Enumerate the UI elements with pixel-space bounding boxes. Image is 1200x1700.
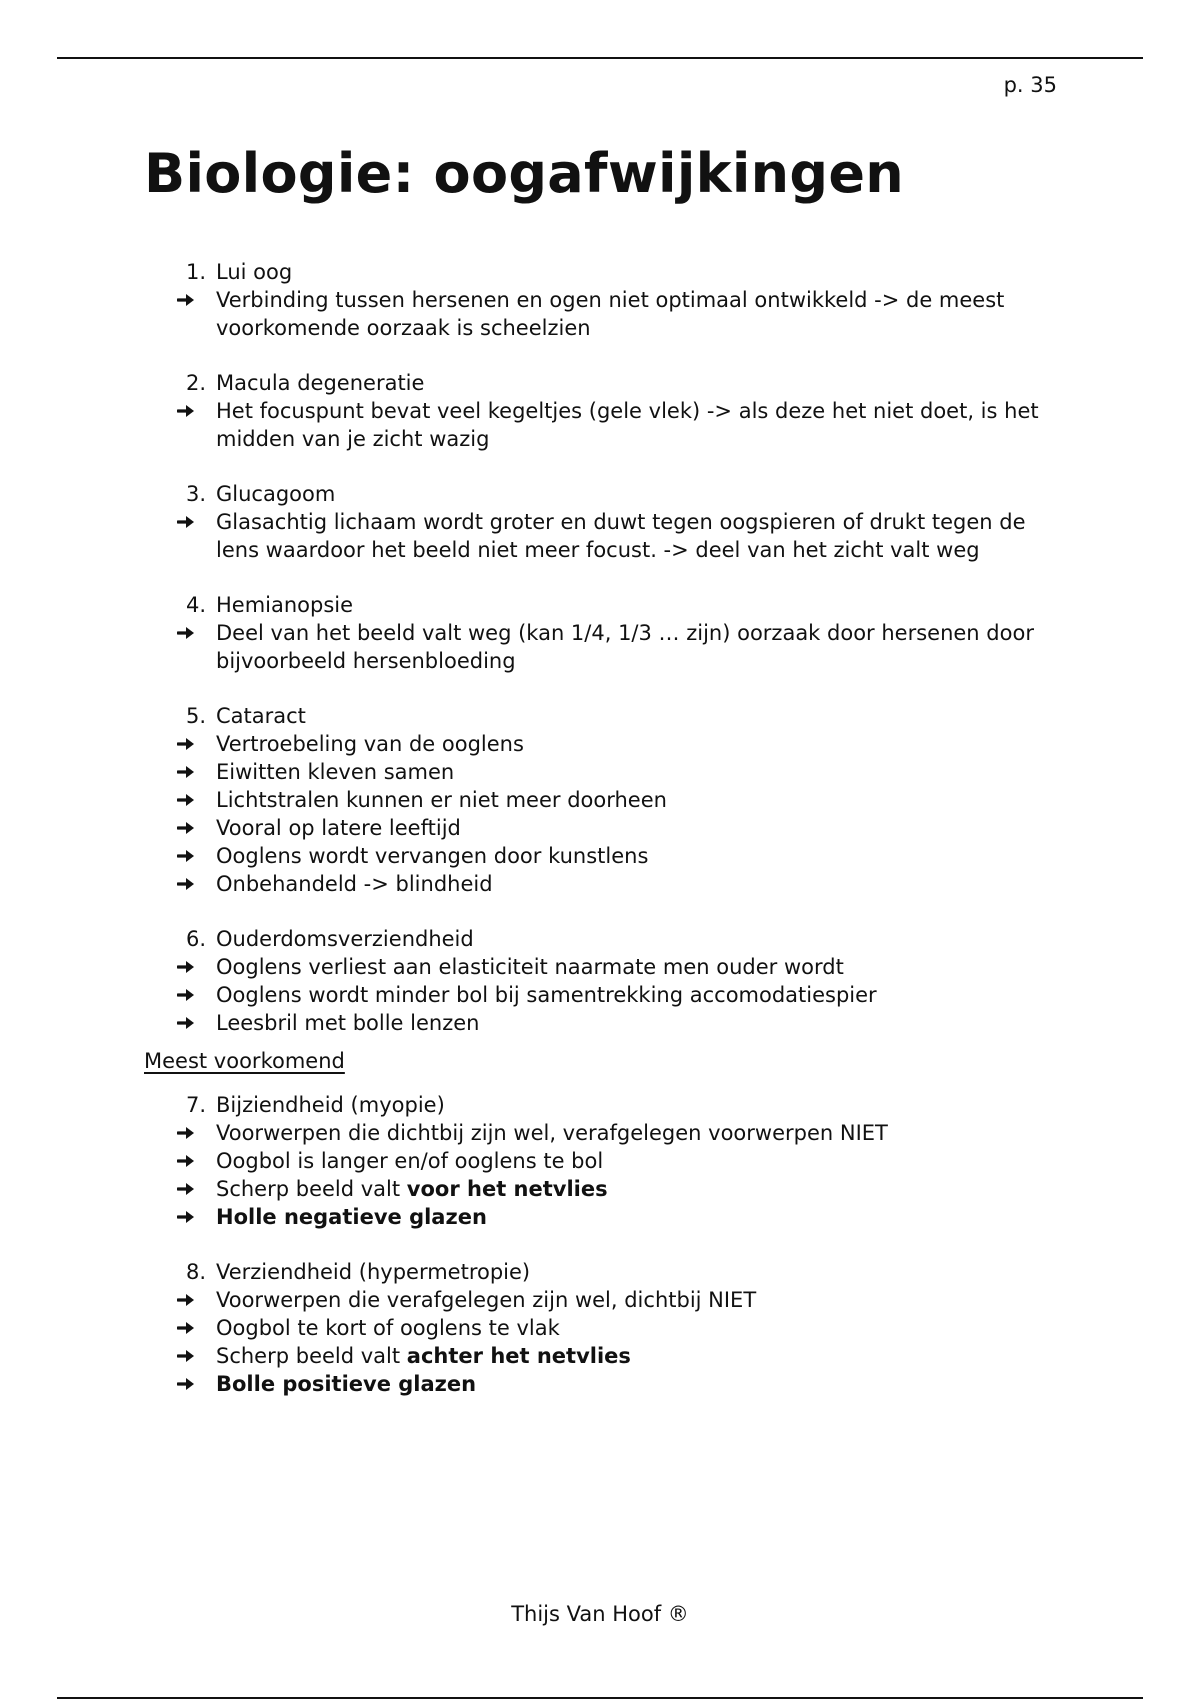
arrow-right-icon <box>144 842 216 870</box>
bullet-plain-text: Vertroebeling van de ooglens <box>216 732 524 756</box>
bullet-plain-text: Leesbril met bolle lenzen <box>216 1011 480 1035</box>
section-heading: Hemianopsie <box>216 593 354 617</box>
bullet-item <box>144 870 1064 898</box>
bullet-item <box>144 1175 1064 1203</box>
section-heading-row <box>144 591 1064 619</box>
bullet-text <box>216 1203 1064 1231</box>
bullet-plain-text: Ooglens verliest aan elasticiteit naarmate men ouder wordt <box>216 955 844 979</box>
bullet-text <box>216 870 1064 898</box>
bullet-plain-text: Voorwerpen die verafgelegen zijn wel, dichtbij NIET <box>216 1288 757 1312</box>
section-heading-row <box>144 258 1064 286</box>
bullet-item <box>144 814 1064 842</box>
arrow-right-icon <box>144 1009 216 1037</box>
bullet-plain-text: Ooglens wordt vervangen door kunstlens <box>216 844 649 868</box>
content <box>144 258 1064 1425</box>
bullet-text <box>216 508 1064 564</box>
bullet-bold-text: Bolle positieve glazen <box>216 1372 477 1396</box>
bullet-text <box>216 842 1064 870</box>
bullet-item <box>144 953 1064 981</box>
arrow-right-icon <box>144 619 216 647</box>
bullet-item <box>144 508 1064 564</box>
section-heading-row <box>144 1091 1064 1119</box>
bullet-item <box>144 758 1064 786</box>
section-heading-row <box>144 925 1064 953</box>
arrow-right-icon <box>144 1286 216 1314</box>
section-3 <box>144 480 1064 564</box>
bullet-item <box>144 1370 1064 1398</box>
subheading: Meest voorkomend <box>144 1049 345 1073</box>
page-title: Biologie: oogafwijkingen <box>144 142 905 205</box>
bullet-item <box>144 981 1064 1009</box>
section-number: 3. <box>185 482 206 506</box>
bullet-item <box>144 1342 1064 1370</box>
bullet-plain-text: Vooral op latere leeftijd <box>216 816 461 840</box>
section-heading-row <box>144 369 1064 397</box>
bullet-item <box>144 1119 1064 1147</box>
bullet-bold-text: achter het netvlies <box>406 1344 631 1368</box>
bullet-plain-text: Oogbol is langer en/of ooglens te bol <box>216 1149 604 1173</box>
section-4 <box>144 591 1064 675</box>
bullet-plain-text: Scherp beeld valt <box>216 1344 407 1368</box>
bullet-item <box>144 1147 1064 1175</box>
bullet-plain-text: Onbehandeld -> blindheid <box>216 872 493 896</box>
bullet-text <box>216 1286 1064 1314</box>
arrow-right-icon <box>144 1119 216 1147</box>
bullet-text <box>216 1119 1064 1147</box>
arrow-right-icon <box>144 1314 216 1342</box>
section-heading: Cataract <box>216 704 306 728</box>
section-heading-row <box>144 1258 1064 1286</box>
bullet-bold-text: Holle negatieve glazen <box>216 1205 487 1229</box>
section-7 <box>144 1091 1064 1231</box>
arrow-right-icon <box>144 1175 216 1203</box>
bullet-plain-text: Verbinding tussen hersenen en ogen niet optimaal ontwikkeld -> de meest voorkomende oorzaak is scheelzien <box>216 288 1005 340</box>
section-number: 7. <box>185 1093 206 1117</box>
arrow-right-icon <box>144 981 216 1009</box>
section-heading: Glucagoom <box>216 482 336 506</box>
arrow-right-icon <box>144 1147 216 1175</box>
section-number: 2. <box>185 371 206 395</box>
section-heading-row <box>144 702 1064 730</box>
bullet-item <box>144 286 1064 342</box>
page-number: p. 35 <box>1003 73 1057 97</box>
bullet-text <box>216 1314 1064 1342</box>
section-number: 4. <box>185 593 206 617</box>
bullet-item <box>144 730 1064 758</box>
bullet-plain-text: Voorwerpen die dichtbij zijn wel, verafgelegen voorwerpen NIET <box>216 1121 888 1145</box>
bullet-item <box>144 1286 1064 1314</box>
bullet-text <box>216 1147 1064 1175</box>
section-heading: Bijziendheid (myopie) <box>216 1093 445 1117</box>
arrow-right-icon <box>144 730 216 758</box>
section-2 <box>144 369 1064 453</box>
footer-author: Thijs Van Hoof ® <box>511 1602 689 1626</box>
section-heading: Verziendheid (hypermetropie) <box>216 1260 531 1284</box>
bullet-item <box>144 619 1064 675</box>
arrow-right-icon <box>144 1203 216 1231</box>
arrow-right-icon <box>144 870 216 898</box>
bullet-text <box>216 730 1064 758</box>
section-8 <box>144 1258 1064 1398</box>
section-number: 1. <box>185 260 206 284</box>
bullet-text <box>216 1009 1064 1037</box>
section-6 <box>144 925 1064 1037</box>
bullet-item <box>144 1314 1064 1342</box>
bullet-plain-text: Ooglens wordt minder bol bij samentrekking accomodatiespier <box>216 983 877 1007</box>
bullet-plain-text: Oogbol te kort of ooglens te vlak <box>216 1316 560 1340</box>
bullet-text <box>216 397 1064 453</box>
bullet-text <box>216 286 1064 342</box>
bullet-plain-text: Eiwitten kleven samen <box>216 760 455 784</box>
arrow-right-icon <box>144 758 216 786</box>
arrow-right-icon <box>144 1342 216 1370</box>
section-heading: Lui oog <box>216 260 293 284</box>
bullet-item <box>144 1203 1064 1231</box>
bullet-plain-text: Het focuspunt bevat veel kegeltjes (gele vlek) -> als deze het niet doet, is het midden van je zicht wazig <box>216 399 1039 451</box>
bullet-text <box>216 981 1064 1009</box>
bullet-item <box>144 842 1064 870</box>
section-number: 6. <box>185 927 206 951</box>
bullet-text <box>216 1342 1064 1370</box>
arrow-right-icon <box>144 1370 216 1398</box>
arrow-right-icon <box>144 953 216 981</box>
bullet-text <box>216 1370 1064 1398</box>
bullet-text <box>216 619 1064 675</box>
bullet-item <box>144 397 1064 453</box>
section-heading-row <box>144 480 1064 508</box>
bullet-text <box>216 1175 1064 1203</box>
bullet-plain-text: Scherp beeld valt <box>216 1177 407 1201</box>
bullet-plain-text: Lichtstralen kunnen er niet meer doorheen <box>216 788 667 812</box>
bottom-rule <box>57 1697 1143 1699</box>
arrow-right-icon <box>144 786 216 814</box>
arrow-right-icon <box>144 814 216 842</box>
bullet-plain-text: Glasachtig lichaam wordt groter en duwt tegen oogspieren of drukt tegen de lens waardoor het beeld niet meer focust. -> deel van het zicht valt weg <box>216 510 1026 562</box>
top-rule <box>57 57 1143 59</box>
arrow-right-icon <box>144 286 216 314</box>
bullet-plain-text: Deel van het beeld valt weg (kan 1/4, 1/3 … zijn) oorzaak door hersenen door bijvoorbeeld hersenbloeding <box>216 621 1034 673</box>
bullet-text <box>216 758 1064 786</box>
arrow-right-icon <box>144 508 216 536</box>
section-heading: Macula degeneratie <box>216 371 425 395</box>
bullet-item <box>144 1009 1064 1037</box>
bullet-text <box>216 814 1064 842</box>
section-heading: Ouderdomsverziendheid <box>216 927 474 951</box>
sections-list-b <box>144 1091 1064 1398</box>
arrow-right-icon <box>144 397 216 425</box>
sections-list-a <box>144 258 1064 1037</box>
section-1 <box>144 258 1064 342</box>
bullet-text <box>216 786 1064 814</box>
bullet-text <box>216 953 1064 981</box>
bullet-bold-text: voor het netvlies <box>406 1177 608 1201</box>
bullet-item <box>144 786 1064 814</box>
section-number: 8. <box>185 1260 206 1284</box>
section-number: 5. <box>185 704 206 728</box>
section-5 <box>144 702 1064 898</box>
